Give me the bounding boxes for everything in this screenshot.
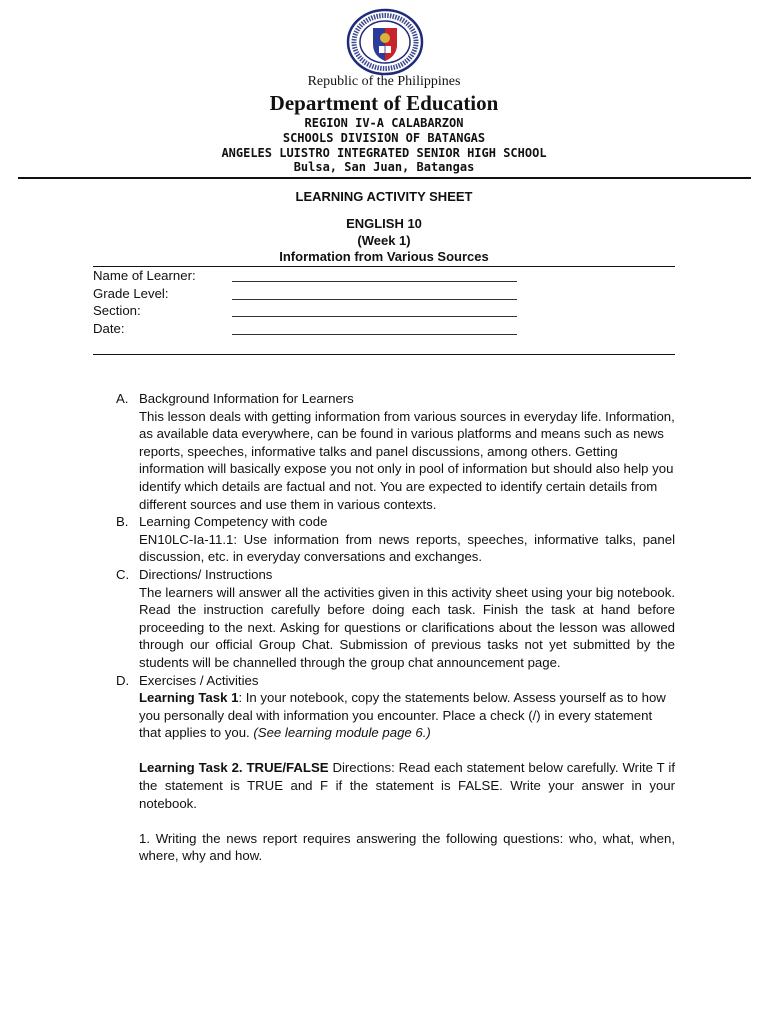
section-body: EN10LC-Ia-11.1: Use information from news reports, speeches, informative talks, panel discussion, etc. in everyday conversations and exchanges. bbox=[139, 531, 675, 565]
sheet-content bbox=[116, 390, 675, 865]
region-line: REGION IV-A CALABARZON bbox=[304, 116, 464, 130]
section-letter: C. bbox=[116, 566, 130, 582]
section-heading: Directions/ Instructions bbox=[139, 566, 273, 582]
republic-line: Republic of the Philippines bbox=[307, 74, 461, 89]
deped-seal-icon bbox=[345, 8, 425, 76]
department-title: Department of Education bbox=[269, 91, 499, 115]
section-letter: A. bbox=[116, 391, 129, 406]
field-blank-line[interactable] bbox=[232, 334, 517, 335]
spacer bbox=[139, 812, 675, 830]
section-b bbox=[116, 513, 675, 566]
task-body: : In your notebook, copy the statements below. Assess yourself as to how you personally deal with information you encounter. Place a check (/) in every statement that applies to you. bbox=[139, 690, 666, 741]
week-label: (Week 1) bbox=[357, 233, 411, 248]
address-line: Bulsa, San Juan, Batangas bbox=[293, 160, 475, 174]
field-blank-line[interactable] bbox=[232, 281, 517, 282]
header-divider bbox=[18, 177, 751, 179]
fields-bottom-rule bbox=[93, 354, 675, 355]
task-title: Learning Task 1 bbox=[139, 690, 239, 706]
task-title: Learning Task 2. TRUE/FALSE bbox=[139, 760, 329, 776]
learning-task-1 bbox=[139, 689, 675, 742]
section-heading: Exercises / Activities bbox=[139, 672, 259, 688]
section-c bbox=[116, 566, 675, 672]
field-blank-line[interactable] bbox=[232, 316, 517, 317]
section-heading: Background Information for Learners bbox=[139, 391, 354, 406]
field-label: Grade Level: bbox=[93, 285, 169, 301]
task-note: (See learning module page 6.) bbox=[253, 725, 431, 741]
field-label: Name of Learner: bbox=[93, 268, 196, 283]
task-item: 1. Writing the news report requires answering the following questions: who, what, when, where, why and how. bbox=[139, 830, 675, 864]
learning-task-2 bbox=[139, 759, 675, 812]
section-letter: D. bbox=[116, 672, 130, 688]
topic-title: Information from Various Sources bbox=[279, 249, 489, 264]
fields-top-rule bbox=[93, 266, 675, 267]
section-a bbox=[116, 390, 675, 513]
division-line: SCHOOLS DIVISION OF BATANGAS bbox=[282, 131, 486, 145]
field-label: Date: bbox=[93, 320, 125, 336]
section-heading: Learning Competency with code bbox=[139, 514, 328, 530]
section-d bbox=[116, 672, 675, 866]
subject-title: ENGLISH 10 bbox=[346, 216, 422, 231]
task-body: Directions: Read each statement below carefully. Write T if the statement is TRUE and F if the statement is FALSE. Write your answer in your notebook. bbox=[139, 760, 675, 811]
section-body: The learners will answer all the activities given in this activity sheet using your big notebook. Read the instruction carefully before doing each task. Finish the task at hand before proceeding to the next. Asking for questions or clarifications about the lesson was allowed through our official Group Chat. Submission of previous tasks not yet submitted by the students will be channelled through the group chat announcement page. bbox=[139, 584, 675, 670]
field-label: Section: bbox=[93, 303, 141, 318]
spacer bbox=[139, 742, 675, 760]
school-line: ANGELES LUISTRO INTEGRATED SENIOR HIGH SCHOOL bbox=[221, 146, 547, 160]
section-letter: B. bbox=[116, 514, 129, 530]
section-body: This lesson deals with getting information from various sources in everyday life. Information, as available data everywhere, can be found in various platforms and means such as news reports, speeches, informative talks and panel discussions, among others. Getting information will basically expose you not only in pool of information but should also help you identify which details are factual and not. You are expected to identify certain details from different sources and use them in various contexts. bbox=[139, 408, 675, 512]
sheet-title: LEARNING ACTIVITY SHEET bbox=[295, 189, 473, 204]
field-blank-line[interactable] bbox=[232, 299, 517, 300]
